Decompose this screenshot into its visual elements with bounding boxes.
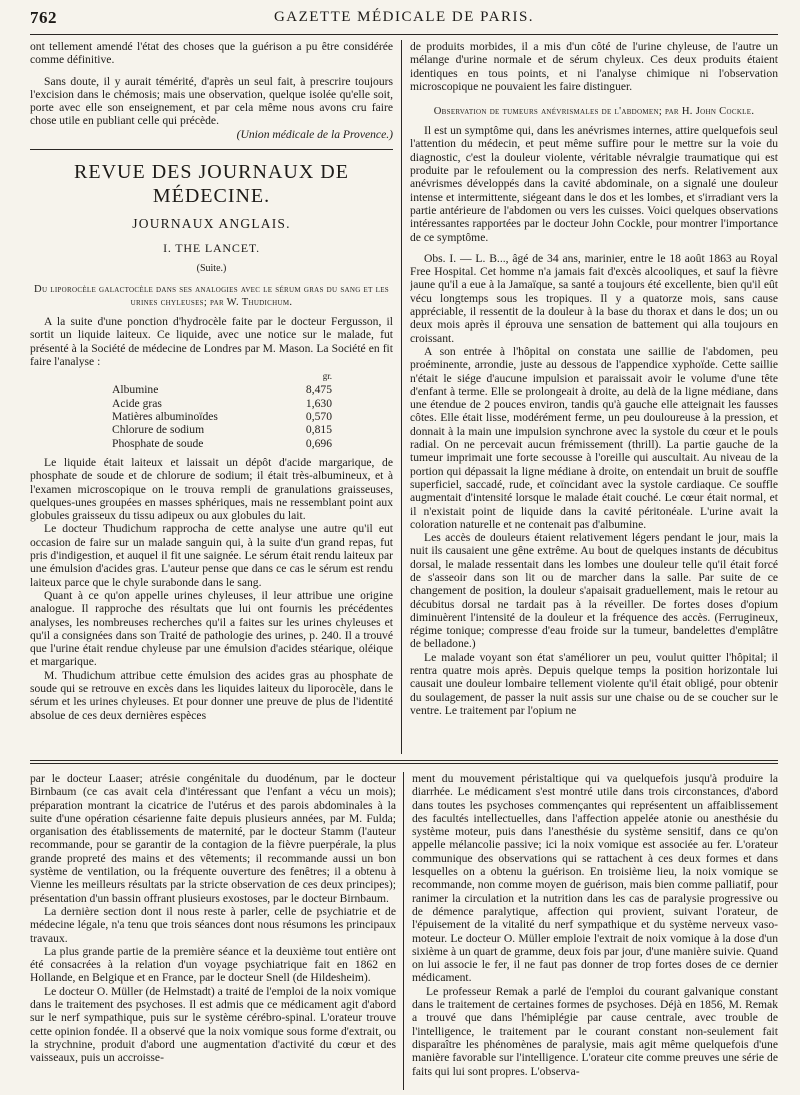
- bottom-left-column: [30, 772, 396, 1090]
- paragraph: Il est un symptôme qui, dans les anévrismes internes, attire quelquefois seul l'attention du médecin, et peut même suffire pour le mettre sur la voie du diagnostic, c'est la douleur violente, véritable névralgie traumatique qui est produite par le refoulement ou la compression des nerfs. Relativement aux anévrismes développés dans la cavité abdominale, on a signalé une douleur intense et intermittente, siégeant dans le dos et les lombes, et s'irradiant vers la partie antérieure de l'abdomen ou vers les cuisses. Voici quelques observations intéressantes rapportées par le docteur John Cockle, pour montrer l'importance de ce symptôme.: [410, 124, 778, 244]
- source-citation: (Union médicale de la Provence.): [236, 127, 393, 141]
- section-title: REVUE DES JOURNAUX DE MÉDECINE.: [74, 161, 349, 208]
- section-divider: [30, 760, 778, 764]
- page-header: [30, 8, 778, 32]
- table-row: [112, 423, 332, 436]
- paragraph: M. Thudichum attribue cette émulsion des acides gras au phosphate de soude qui se retrouve en excès dans les liquides laiteux du liporocèle, dans le sérum et les urines chyleuses. Et pour donner une preuve de plus de l'identité absolue de ces deux dernières espèces: [30, 668, 393, 722]
- paragraph: de produits morbides, il a mis d'un côté de l'urine chyleuse, de l'autre un mélange d'urine normale et de sérum chyleux. Ces deux produits étaient identiques en tous points, et ni l'analyse chimique ni l'observation microscopique ne pouvaient les faire distinguer.: [410, 40, 778, 93]
- analysis-unit: gr.: [322, 371, 332, 382]
- paragraph: Le docteur O. Müller (de Helmstadt) a traité de l'emploi de la noix vomique dans le traitement des psychoses. Il est admis que ce médicament agit d'abord sur le nerf sympathique, puis sur le système cérébro-spinal. L'orateur trouve cette opinion fondée. Il a observé que la noix vomique sous forme d'extrait, ou la strychnine, produit d'abord une augmentation d'activité du cœur et des vaisseaux, puis un accroisse-: [30, 984, 396, 1065]
- paragraph: Obs. I. — L. B..., âgé de 34 ans, marinier, entre le 18 août 1863 au Royal Free Hospital. Cet homme n'a jamais fait d'excès alcooliques, et sauf la fièvre jaune qu'il a eue à la Jamaïque, sa santé a toujours été excellente, bien qu'il eût vécu longtemps sous les tropiques. Il y a quatorze mois, sans cause appréciable, il ressentit de la douleur à la base du thorax et dans le dos; un ou deux mois après il éprouva une sensation de battement qui alla toujours en croissant.: [410, 251, 778, 345]
- column-rule: [401, 40, 402, 754]
- analysis-label: Albumine: [112, 383, 159, 397]
- table-row: [112, 397, 332, 410]
- analysis-table: [112, 370, 332, 450]
- paragraph: Le malade voyant son état s'améliorer un peu, voulut quitter l'hôpital; il rentra quatre mois après. Depuis quelque temps la position horizontale lui causait une douleur lombaire tellement violente qu'il était obligé, pour obtenir du soulagement, de passer la nuit assis sur une chaise ou de se coucher sur le ventre. Le traitement par l'opium ne: [410, 650, 778, 717]
- analysis-label: Phosphate de soude: [112, 436, 204, 450]
- journal-title: GAZETTE MÉDICALE DE PARIS.: [273, 9, 535, 25]
- paragraph: A son entrée à l'hôpital on constata une saillie de l'abdomen, peu proéminente, arrondie, juste au dessous de l'appendice xyphoïde. Cette saillie n'était le siége d'aucune impulsion et paraissait avoir le volume d'une tête d'enfant à terme. Elle se prolongeait à droite, au delà de la ligne médiane, dans une étendue de 2 pouces environ, tandis qu'à gauche elle atteignait les fausses côtes. Elle était lisse, modérément ferme, un peu douloureuse à la pression, et donnait à la main une impulsion synchrone avec la systole du cœur et le pouls radial. On ne percevait aucun frémissement (thrill). La partie gauche de la tumeur imprimait une forte secousse à l'oreille qui auscultait. Au niveau de la portion qui dépassait la ligne médiane à droite, on entendait un bruit de souffle superficiel, saccadé, rude, et coïncidant avec la systole cardiaque. Ce souffle augmentait d'intensité lorsque le malade était couché. Le cœur était normal, et il n'existait point de liquide dans la cavité péritonéale. L'urine avait la coloration naturelle et ne contenait pas d'albumine.: [410, 344, 778, 531]
- paragraph: ment du mouvement péristaltique qui va quelquefois jusqu'à produire la diarrhée. Le médicament s'est montré utile dans trois circonstances, d'abord dans toutes les psychoses commençantes qui représentent un affaiblissement des facultés intellectuelles, dans l'affection appelée atonie ou anesthésie du système moteur, puis dans l'anesthésie du système sensitif, dans ce qu'on appelle mélancolie passive; ici la noix vomique est associée au fer. L'orateur communique des observations qui se rattachent à ces deux formes et dans lesquelles on a obtenu la guérison. En troisième lieu, la noix vomique se recommande, non comme moyen de guérison, mais bien comme palliatif, pour ranimer la circulation et la nutrition dans les cas de paralysie progressive ou de démence paralytique, affection qui provient, suivant l'orateur, de l'épuisement de la vitalité du nerf sympathique et du système nerveux vaso-moteur. Le docteur O. Müller emploie l'extrait de noix vomique à la dose d'un sixième à un quart de gramme, deux fois par jour, d'une manière suivie. Quand on lui associe le fer, il ne faut pas donner de trop fortes doses de ce dernier médicament.: [412, 772, 778, 985]
- table-row: [112, 410, 332, 423]
- analysis-label: Chlorure de sodium: [112, 423, 205, 437]
- analysis-value: 0,815: [305, 423, 332, 437]
- table-row: [112, 383, 332, 396]
- analysis-label: Acide gras: [112, 396, 162, 410]
- paragraph: La plus grande partie de la première séance et la deuxième tout entière ont été consacrées à la relation d'un voyage psychiatrique fait en 1862 en Hollande, en Belgique et en France, par le docteur Snell (de Hildesheim).: [30, 944, 396, 985]
- paragraph: Le liquide était laiteux et laissait un dépôt d'acide margarique, de phosphate de soude et de chlorure de sodium; il était très-albumineux, et à l'examen microscopique on le trouva rempli de granulations graisseuses, quelques-unes groupées en masses sphériques, mais ne ressemblant point aux globules graisseux du tissu adipeux ou aux globules du lait.: [30, 455, 393, 523]
- paragraph: ont tellement amendé l'état des choses que la guérison a pu être considérée comme définitive.: [30, 40, 393, 67]
- continued-note: (Suite.): [196, 262, 227, 274]
- article-title: Observation de tumeurs anévrismales de l'abdomen; par H. John Cockle.: [433, 106, 755, 118]
- analysis-value: 1,630: [305, 396, 332, 410]
- section-rule: [30, 149, 393, 150]
- paragraph: Quant à ce qu'on appelle urines chyleuses, il leur attribue une origine analogue. Il rapproche des résultats que lui ont fournis les précédentes analyses, les nombreuses recherches qu'il a faites sur les urines chyleuses et qu'il a consignées dans son Traité de pathologie des urines, p. 240. Il a trouvé que l'urine était rendue chyleuse par une émulsion d'acides stéarique, oléique et margarique.: [30, 588, 393, 669]
- header-rule: [30, 34, 778, 35]
- column-rule: [403, 772, 404, 1090]
- article-title: Du liporocèle galactocèle dans ses analogies avec le sérum gras du sang et les urines chyleuses; par W. Thudichum.: [34, 283, 389, 308]
- section-subtitle: JOURNAUX ANGLAIS.: [132, 216, 291, 232]
- paragraph: Sans doute, il y aurait témérité, d'après un seul fait, à prescrire toujours l'excision dans le chémosis; mais une observation, quelque isolée qu'elle soit, porte avec elle son enseignement, et par cela même nous avons cru faire chose utile en publiant celle qui précède.: [30, 74, 393, 128]
- analysis-label: Matières albuminoïdes: [112, 410, 218, 424]
- paragraph: La dernière section dont il nous reste à parler, celle de psychiatrie et de médecine légale, n'a tenu que trois séances dont nous résumons les principaux travaux.: [30, 904, 396, 945]
- paragraph: Les accès de douleurs étaient relativement légers pendant le jour, mais la nuit ils causaient une gêne extrême. Au bout de quelques instants de décubitus dorsal, le malade ressentait dans les lombes une douleur telle qu'il était forcé de s'asseoir dans son lit ou de marcher dans la salle. Par suite de ce changement de position, la douleur s'apaisait graduellement, mais le retour au décubitus dorsal ne tardait pas à la réveiller. De fortes doses d'opium diminuèrent l'intensité de la douleur et la fréquence des accès. (Ferrugineux, régime tonique; compresse d'eau froide sur la tumeur, bandelettes d'emplâtre de belladone.): [410, 531, 778, 651]
- analysis-value: 8,475: [305, 383, 332, 397]
- paragraph: par le docteur Laaser; atrésie congénitale du duodénum, par le docteur Birnbaum (ce cas avait cela d'intéressant que l'enfant a vécu un mois); préparation montrant la cicatrice de l'utérus et des parois abdominales à la suite d'une opération césarienne faite depuis plusieurs années, par M. Fulda; organisation des établissements de maternité, par le docteur Stamm (l'auteur recommande, pour se garantir de la contagion de la fièvre puerpérale, la plus grande propreté des mains et des vêtements; il recommande aussi un bon système de ventilation, ou la fréquente ouverture des fenêtres; il a obtenu à Vienne les meilleurs résultats par la stricte observation de ces deux principes); présentation d'un bassin offrant plusieurs exostoses, par le docteur Birnbaum.: [30, 772, 396, 905]
- paragraph: A la suite d'une ponction d'hydrocèle faite par le docteur Fergusson, il sortit un liquide laiteux. Ce liquide, avec une notice sur le malade, fut présenté à la Société de médecine de Londres par M. Mason. La Société en fit faire l'analyse :: [30, 314, 393, 368]
- paragraph: Le docteur Thudichum rapprocha de cette analyse une autre qu'il eut occasion de faire sur un malade sanguin qui, à la suite d'un grand repas, fut pris d'indigestion, et auquel il fit une saignée. Le sérum était rendu laiteux par une émulsion d'acides gras. L'auteur pense que dans ce cas le sérum est rendu laiteux parce que le chyle surabonde dans le sang.: [30, 522, 393, 589]
- top-left-column: [30, 40, 393, 754]
- table-row: [112, 437, 332, 450]
- paragraph: Le professeur Remak a parlé de l'emploi du courant galvanique constant dans le traitement de certaines formes de psychoses. Déjà en 1856, M. Remak a trouvé que dans l'hémiplégie par cause centrale, avec trouble de l'intelligence, le traitement par le courant constant non-seulement fait disparaître les phénomènes de paralysie, mais agit même quelquefois d'une manière favorable sur l'intelligence. L'orateur cite comme preuves une série de faits qui lui sont propres. L'observa-: [412, 984, 778, 1078]
- bottom-right-column: [412, 772, 778, 1090]
- page-number: 762: [30, 8, 57, 27]
- analysis-value: 0,570: [305, 410, 332, 424]
- analysis-value: 0,696: [305, 436, 332, 450]
- top-right-column: [410, 40, 778, 754]
- journal-heading: I. THE LANCET.: [163, 241, 260, 256]
